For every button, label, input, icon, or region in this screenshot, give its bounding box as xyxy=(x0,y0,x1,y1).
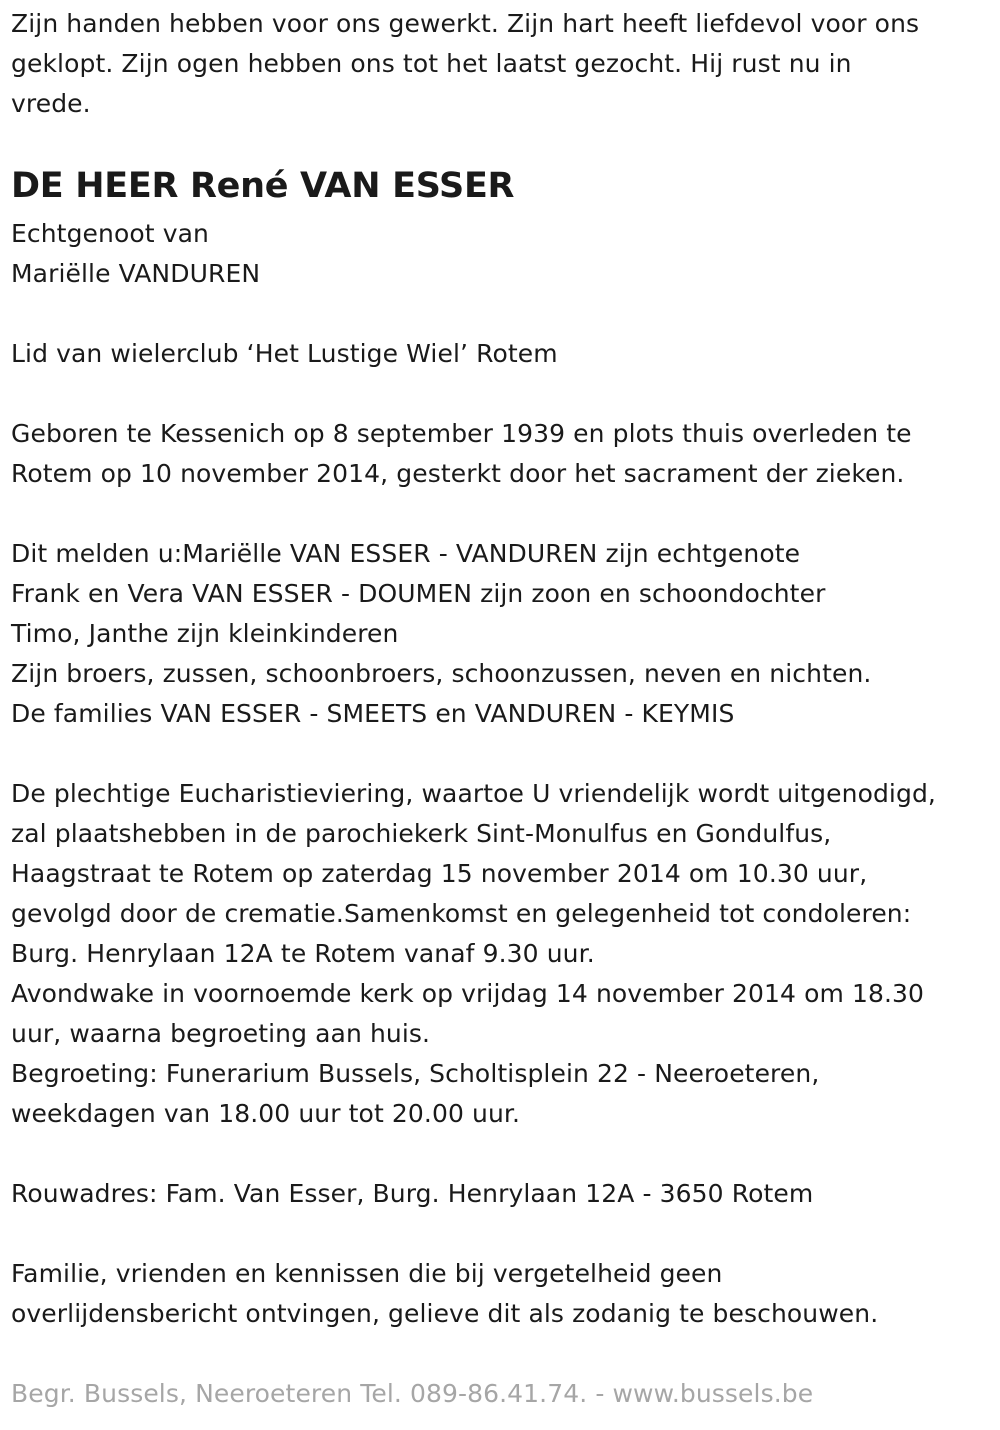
ceremony-line: Haagstraat te Rotem op zaterdag 15 november 2014 om 10.30 uur, xyxy=(11,859,868,888)
birth-death-line: Rotem op 10 november 2014, gesterkt door het sacrament der zieken. xyxy=(11,459,905,488)
announcer-line: Dit melden u:Mariëlle VAN ESSER - VANDUREN zijn echtgenote xyxy=(11,539,801,568)
closing-line: Familie, vrienden en kennissen die bij vergetelheid geen xyxy=(11,1259,723,1288)
birth-death-line: Geboren te Kessenich op 8 september 1939 en plots thuis overleden te xyxy=(11,419,912,448)
announcer-line: De families VAN ESSER - SMEETS en VANDUREN - KEYMIS xyxy=(11,699,735,728)
mourning-address: Rouwadres: Fam. Van Esser, Burg. Henrylaan 12A - 3650 Rotem xyxy=(11,1179,814,1208)
ceremony-line: gevolgd door de crematie.Samenkomst en gelegenheid tot condoleren: xyxy=(11,899,912,928)
intro-line: geklopt. Zijn ogen hebben ons tot het laatst gezocht. Hij rust nu in xyxy=(11,49,852,78)
membership-text: Lid van wielerclub ‘Het Lustige Wiel’ Rotem xyxy=(11,339,558,368)
ceremony-line: Begroeting: Funerarium Bussels, Scholtisplein 22 - Neeroeteren, xyxy=(11,1059,820,1088)
ceremony-line: zal plaatshebben in de parochiekerk Sint-Monulfus en Gondulfus, xyxy=(11,819,832,848)
ceremony-line: Avondwake in voornoemde kerk op vrijdag 14 november 2014 om 18.30 xyxy=(11,979,925,1008)
ceremony-line: uur, waarna begroeting aan huis. xyxy=(11,1019,431,1048)
announcer-line: Zijn broers, zussen, schoonbroers, schoonzussen, neven en nichten. xyxy=(11,659,872,688)
relation-line: Echtgenoot van xyxy=(11,219,209,248)
intro-line: vrede. xyxy=(11,89,91,118)
intro-text xyxy=(11,4,919,124)
intro-line: Zijn handen hebben voor ons gewerkt. Zijn hart heeft liefdevol voor ons xyxy=(11,9,920,38)
ceremony-line: De plechtige Eucharistieviering, waartoe U vriendelijk wordt uitgenodigd, xyxy=(11,779,936,808)
ceremony-line: weekdagen van 18.00 uur tot 20.00 uur. xyxy=(11,1099,521,1128)
closing-text xyxy=(11,1254,878,1334)
deceased-name: DE HEER René VAN ESSER xyxy=(11,166,515,206)
relation-block xyxy=(11,214,260,294)
ceremony-details xyxy=(11,774,936,1134)
funeral-home-footer: Begr. Bussels, Neeroeteren Tel. 089-86.41.74. - www.bussels.be xyxy=(11,1379,814,1408)
relation-line: Mariëlle VANDUREN xyxy=(11,259,261,288)
closing-line: overlijdensbericht ontvingen, gelieve dit als zodanig te beschouwen. xyxy=(11,1299,879,1328)
birth-death-text xyxy=(11,414,912,494)
ceremony-line: Burg. Henrylaan 12A te Rotem vanaf 9.30 uur. xyxy=(11,939,595,968)
announcers-list xyxy=(11,534,871,734)
announcer-line: Frank en Vera VAN ESSER - DOUMEN zijn zoon en schoondochter xyxy=(11,579,826,608)
announcer-line: Timo, Janthe zijn kleinkinderen xyxy=(11,619,399,648)
